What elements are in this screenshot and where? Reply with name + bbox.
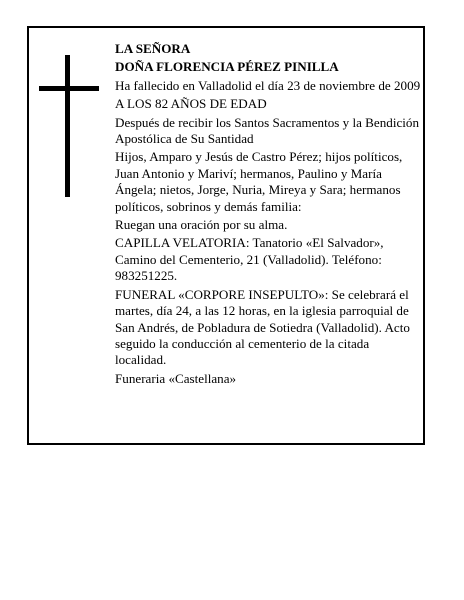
age-line: A LOS 82 AÑOS DE EDAD [115,96,267,112]
cross-horizontal-bar [39,86,99,91]
cross-icon [39,55,99,197]
obituary-notice [27,26,425,445]
notice-text [115,41,423,389]
notice-title-line: LA SEÑORA [115,41,191,56]
death-info: Ha fallecido en Valladolid el día 23 de noviembre de 2009 [115,77,421,93]
prayer-request: Ruegan una oración por su alma. [115,217,288,233]
funeral-info: FUNERAL «CORPORE INSEPULTO»: Se celebrará el martes, día 24, a las 12 horas, en la iglesia parroquial de San Andrés, de Pobladura de Sotiedra (Valladolid). Acto seguido la conducción al cementerio de la citada localidad. [115,286,410,368]
deceased-name: DOÑA FLORENCIA PÉREZ PINILLA [115,59,339,75]
sacraments-line: Después de recibir los Santos Sacramentos y la Bendición Apostólica de Su Santidad [115,114,419,147]
funeral-home: Funeraria «Castellana» [115,370,237,386]
chapel-info: CAPILLA VELATORIA: Tanatorio «El Salvador», Camino del Cementerio, 21 (Valladolid). Teléfono: 983251225. [115,235,384,284]
family-list: Hijos, Amparo y Jesús de Castro Pérez; hijos políticos, Juan Antonio y Mariví; hermanos, Paulino y María Ángela; nietos, Jorge, Nuria, Mireya y Sara; hermanos políticos, sobrinos y demás familia: [115,149,403,214]
cross-vertical-bar [65,55,70,197]
